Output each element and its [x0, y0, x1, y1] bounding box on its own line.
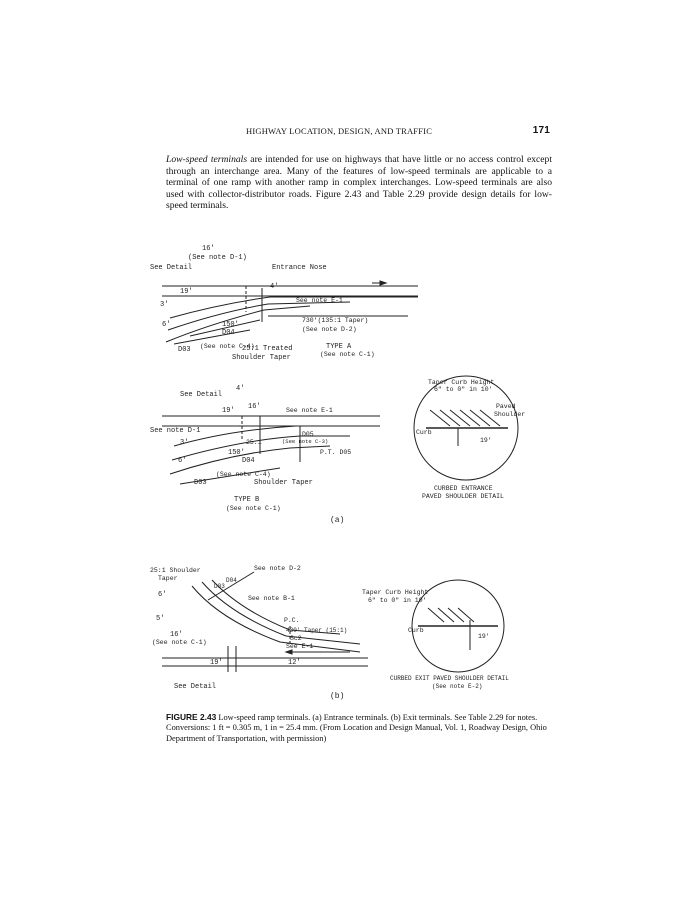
a-d04: D04: [222, 329, 235, 337]
figure-a-label: (a): [330, 516, 345, 525]
a-see-note-c4: (See note C-4): [200, 343, 255, 350]
exit-detail-taper-curb: Taper Curb Height: [362, 589, 429, 596]
detail-title1: CURBED ENTRANCE: [434, 485, 493, 492]
exit-detail-dim-19: 19': [478, 633, 490, 640]
b-see-note-d1: See note D-1: [150, 427, 201, 435]
exit-see-e1: See E-1: [286, 643, 314, 650]
exit-see-note-b1: See note B-1: [248, 595, 295, 602]
b-d05: D05: [302, 431, 314, 438]
b-d03: D03: [194, 479, 207, 487]
exit-detail-note: (See note E-2): [432, 683, 483, 690]
a-treated: 25:1 Treated: [242, 345, 293, 353]
a-taper: 730'(135:1 Taper): [302, 317, 369, 324]
figure-a-drawing: [150, 240, 570, 530]
detail-taper-curb: Taper Curb Height: [428, 379, 495, 386]
b-dim-25: 25:1: [246, 439, 262, 446]
exit-taper: Taper: [158, 575, 178, 582]
exit-shoulder: 25:1 Shoulder: [150, 567, 201, 574]
a-dim-4: 4': [270, 283, 279, 291]
detail-paved: Paved: [496, 403, 516, 410]
exit-taper-430: 430' Taper (15:1): [286, 627, 348, 634]
type-b-diagram: [150, 385, 380, 512]
exit-detail: [362, 580, 509, 690]
detail-dim-19: 19': [480, 437, 492, 444]
b-dim-16: 16': [248, 403, 261, 411]
b-dim-4: 4': [236, 385, 245, 393]
b-see-note-e1: See note E-1: [286, 407, 333, 414]
b-see-note-c4: (See note C-4): [216, 471, 271, 478]
figure-b-label: (b): [330, 692, 345, 700]
exit-d04: D04: [226, 577, 237, 584]
exit-dim-6: 6': [158, 591, 167, 599]
paragraph-text: are intended for use on highways that have little or no access control except through an interchange area. Many of the features of low-speed terminals are applicable to a terminal of one ramp with another ramp in complex interchanges. Low-speed terminals are also used with collector-distributor roads. Figure 2.43 and Table 2.29 provide design details for low-speed terminals.: [166, 154, 552, 212]
body-paragraph: [166, 154, 552, 212]
exit-dim-19: 19': [210, 659, 223, 667]
a-note-d1: (See note D-1): [188, 254, 247, 262]
exit-see-note-c1: (See note C-1): [152, 639, 207, 646]
a-d03: D03: [178, 346, 191, 354]
a-type-note: (See note C-1): [320, 351, 375, 358]
exit-dim-5: 5': [156, 615, 165, 623]
a-dim-6: 6': [162, 321, 171, 329]
b-shoulder-taper: Shoulder Taper: [254, 479, 313, 487]
caption-text: Low-speed ramp terminals. (a) Entrance terminals. (b) Exit terminals. See Table 2.29 for notes. Conversions: 1 ft = 0.305 m, 1 in = 25.4 mm. (From Location and Design Manual, Vol. 1, Roadway Design, Ohio Department of Transportation, with permission): [166, 713, 547, 743]
exit-see-detail: See Detail: [174, 683, 217, 691]
detail-taper-range: 6" to 0" in 10': [434, 386, 493, 393]
b-type-label: TYPE B: [234, 496, 260, 504]
figure-b-drawing: [150, 560, 570, 700]
a-shoulder-taper: Shoulder Taper: [232, 354, 291, 362]
type-a-diagram: [150, 245, 418, 362]
exit-detail-title: CURBED EXIT PAVED SHOULDER DETAIL: [390, 675, 509, 682]
a-dim-19: 19': [180, 288, 193, 296]
exit-dim-12: 12': [288, 659, 301, 667]
b-dim-3: 3': [180, 439, 189, 447]
detail-shoulder: Shoulder: [494, 411, 526, 418]
exit-see-note-d2: See note D-2: [254, 565, 301, 572]
exit-pc: P.C.: [284, 617, 300, 624]
b-dim-150: 150': [228, 449, 245, 457]
figure-a: [150, 240, 570, 535]
b-type-note: (See note C-1): [226, 505, 281, 512]
exit-diagram: [150, 565, 368, 691]
a-see-detail: See Detail: [150, 264, 193, 272]
detail-curb: Curb: [416, 429, 432, 436]
b-dim-19: 19': [222, 407, 235, 415]
caption-label: FIGURE 2.43: [166, 712, 217, 722]
figure-caption: [166, 712, 556, 744]
b-dim-6: 6': [178, 457, 187, 465]
header-title: HIGHWAY LOCATION, DESIGN, AND TRAFFIC: [246, 126, 433, 136]
page-number: 171: [532, 125, 550, 136]
a-see-note-e1: See note E-1: [296, 297, 343, 304]
a-entrance-nose: Entrance Nose: [272, 264, 327, 272]
b-see-detail: See Detail: [180, 391, 223, 399]
exit-d03: D03: [214, 583, 225, 590]
b-d04: D04: [242, 457, 255, 465]
b-see-note-c3: (See note C-3): [282, 438, 329, 445]
exit-detail-taper-range: 6" to 0" in 10': [368, 597, 427, 604]
a-dim-3: 3': [160, 301, 169, 309]
detail-title2: PAVED SHOULDER DETAIL: [422, 493, 504, 500]
figure-b: [150, 560, 570, 705]
exit-detail-curb: Curb: [408, 627, 424, 634]
exit-sc: Sc2: [290, 635, 302, 642]
a-dim-150: 150': [222, 321, 239, 329]
a-see-note-d2: (See note D-2): [302, 326, 357, 333]
italic-term: Low-speed terminals: [166, 154, 248, 165]
b-pt: P.T. D05: [320, 449, 352, 456]
exit-dim-16: 16': [170, 631, 183, 639]
a-type-label: TYPE A: [326, 343, 352, 351]
entrance-detail: [414, 376, 525, 500]
a-dim-16: 16': [202, 245, 215, 253]
